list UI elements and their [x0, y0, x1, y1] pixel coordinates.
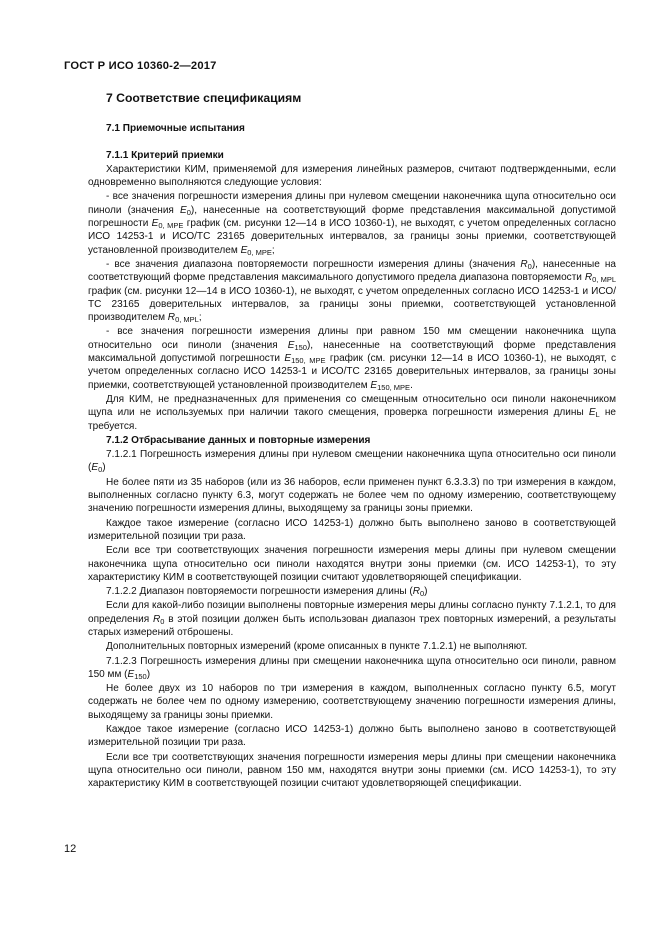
- clause-7-1-1-heading: 7.1.1 Критерий приемки: [106, 149, 224, 161]
- clause-7-1-2-1-para-a: Не более пяти из 35 наборов (или из 36 наборов, если применен пункт 6.3.3.3) по три измерения в каждом, выполненных согласно пункту 6.3, могут содержать не более чем по одному измерению, соответствующему значению погрешности измерения длины, выходящему за границы зоны приемки.: [88, 476, 616, 515]
- clause-7-1-2-2-para-a: Если для какой-либо позиции выполнены повторные измерения меры длины согласно пункту 7.1.2.1, то для определения $R_0$ в этой позиции должен быть использован диапазон трех повторных измерений, а результаты старых измерений отброшены.: [88, 600, 616, 638]
- clause-7-1-2-heading: 7.1.2 Отбрасывание данных и повторные измерения: [106, 434, 371, 446]
- clause-7-1-2-2-title: 7.1.2.2 Диапазон повторяемости погрешности измерения длины $(R_0)$: [106, 586, 428, 599]
- condition-e150: - все значения погрешности измерения длины при равном 150 мм смещении наконечника щупа относительно оси пиноли (значения $E_{150}$), нанесенные на соответствующий форме представления максимальной допустимой погрешности $E_{150, MPE}$ график (см. рисунки 12—14 в ИСО 10360-1), не выходят, с учетом определенных согласно ИСО 14253-1 и ИСО/ТС 23165 доверительных интервалов, за границы зоны приемки, соответствующей установленной производителем $E_{150, MPE}$.: [88, 326, 616, 392]
- clause-7-1-1-intro: Характеристики КИМ, применяемой для измерения линейных размеров, считают подтвержденными, если одновременно выполняются следующие условия:: [88, 163, 616, 189]
- document-body: [88, 92, 616, 792]
- clause-7-1-2-1-para-c: Если все три соответствующих значения погрешности измерения меры длины при нулевом смещении наконечника щупа относительно оси пиноли находятся внутри зоны приемки (см. ИСО 14253-1), то эту характеристику КИМ в соответствующей позиции считают удовлетворяющей спецификации.: [88, 545, 616, 583]
- clause-7-1-2-3-para-b: Каждое такое измерение (согласно ИСО 14253-1) должно быть выполнено заново в соответствующей измерительной позиции три раза.: [88, 724, 616, 749]
- clause-7-1-2-1-para-b: Каждое такое измерение (согласно ИСО 14253-1) должно быть выполнено заново в соответствующей измерительной позиции три раза.: [88, 517, 616, 542]
- clause-7-1-2-2-para-b: Дополнительных повторных измерений (кроме описанных в пункте 7.1.2.1) не выполняют.: [106, 641, 528, 653]
- condition-r0: - все значения диапазона повторяемости погрешности измерения длины (значения $R_0$), нанесенные на соответствующий форме представления максимального допустимого предела диапазона повторяемости $R_{0, MPL}$ график (см. рисунки 12—14 в ИСО 10360-1), не выходят, с учетом определенных согласно ИСО 14253-1 и ИСО/ТС 23165 доверительных интервалов, за границы зоны приемки, соответствующей установленной производителем $R_{0, MPL}$;: [88, 258, 616, 325]
- clause-7-1-2-3-title: 7.1.2.3 Погрешность измерения длины при смещении наконечника щупа относительно оси пиноли, равном 150 мм $(E_{150})$: [88, 655, 616, 681]
- clause-7-1-2-3-para-c: Если все три соответствующих значения погрешности измерения меры длины при смещении наконечника щупа относительно оси пиноли, равном 150 мм, находятся внутри зоны приемки (см. ИСО 14253-1), то эту характеристику КИМ в соответствующей позиции считают удовлетворяющей спецификации.: [88, 751, 616, 790]
- section-heading: 7 Соответствие спецификациям: [106, 91, 302, 105]
- condition-e0: - все значения погрешности измерения длины при нулевом смещении наконечника щупа относительно оси пиноли (значения $E_0$), нанесенные на соответствующий форме представления максимальной допустимой погрешности $E_{0, MPE}$ график (см. рисунки 12—14 в ИСО 10360-1), не выходят, с учетом определенных согласно ИСО 14253-1 и ИСО/ТС 23165 доверительных интервалов, за границы зоны приемки, соответствующей установленной производителем $E_{0, MPE}$;: [88, 191, 617, 257]
- standard-code-header: ГОСТ Р ИСО 10360-2—2017: [64, 60, 217, 72]
- clause-7-1-2-3-para-a: Не более двух из 10 наборов по три измерения в каждом, выполненных согласно пункту 6.5, могут содержать не более чем по одному измерению, соответствующему значению погрешности измерения длины, выходящему за границы зоны приемки.: [88, 683, 616, 721]
- page-number: 12: [64, 843, 77, 855]
- subsection-heading: 7.1 Приемочные испытания: [106, 123, 245, 135]
- clause-7-1-1-note: Для КИМ, не предназначенных для применения со смещенным относительно оси пиноли наконечником щупа или не используемых при наличии такого смещения, проверка погрешности измерения длины $E_L$ не требуется.: [88, 393, 616, 432]
- clause-7-1-2-1-title: 7.1.2.1 Погрешность измерения длины при нулевом смещении наконечника щупа относительно оси пиноли $(E_0)$: [88, 449, 616, 475]
